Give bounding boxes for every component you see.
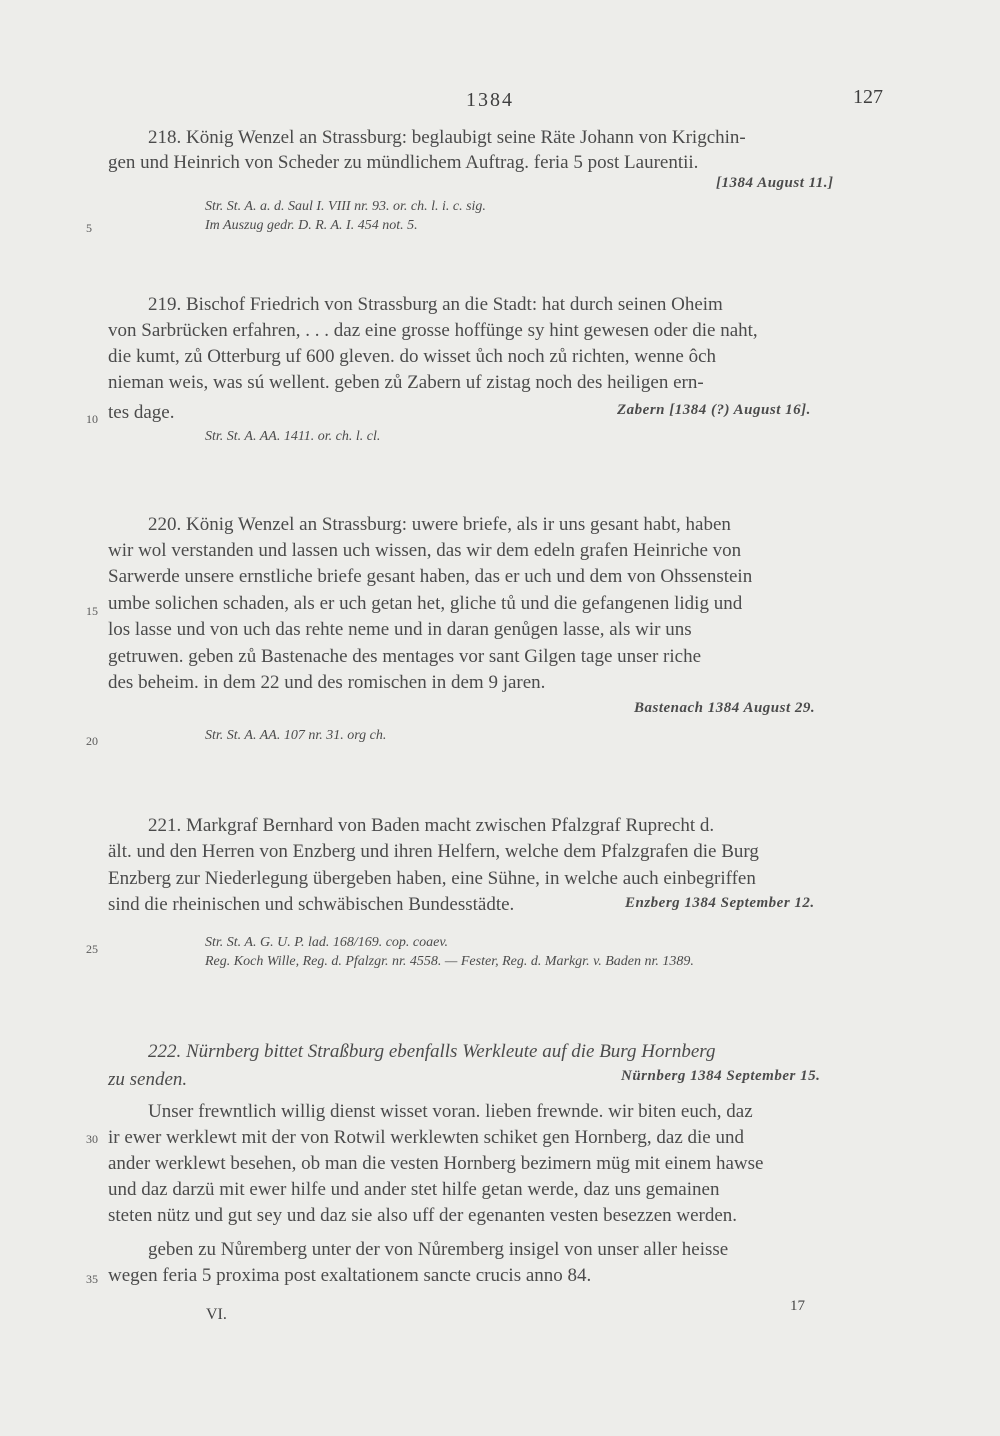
entry-219-source-1: Str. St. A. AA. 1411. or. ch. l. cl. [205, 429, 381, 444]
entry-219-line-4: nieman weis, was sú wellent. geben zů Zabern uf zistag noch des heiligen ern- [108, 372, 704, 393]
entry-222-body-4: und daz darzü mit ewer hilfe und ander stet hilfe getan werde, daz uns gemainen [108, 1179, 720, 1200]
entry-221-line-2: ält. und den Herren von Enzberg und ihren Helfern, welche dem Pfalzgrafen die Burg [108, 841, 759, 862]
line-number-30: 30 [86, 1132, 98, 1146]
entry-222-body-3: ander werklewt besehen, ob man die vesten Hornberg bezimern müg mit einem hawse [108, 1153, 764, 1174]
entry-218-line-2: gen und Heinrich von Scheder zu mündlichem Auftrag. feria 5 post Laurentii. [108, 152, 699, 173]
entry-221-source-1: Str. St. A. G. U. P. lad. 168/169. cop. coaev. [205, 935, 449, 950]
entry-220-date: Bastenach 1384 August 29. [634, 700, 816, 716]
entry-221-date: Enzberg 1384 September 12. [625, 895, 815, 911]
entry-218-source-2: Im Auszug gedr. D. R. A. I. 454 not. 5. [205, 218, 418, 233]
entry-218-date: [1384 August 11.] [716, 175, 834, 191]
entry-218-line-1: 218. König Wenzel an Strassburg: beglaubigt seine Räte Johann von Krigchin- [148, 127, 746, 148]
entry-219-line-3: die kumt, zů Otterburg uf 600 gleven. do wisset ůch noch zů richten, wenne ôch [108, 346, 717, 367]
entry-222-body-6: geben zu Nůremberg unter der von Nůremberg insigel von unser aller heisse [148, 1239, 729, 1260]
line-number-5: 5 [86, 221, 92, 235]
line-number-25: 25 [86, 942, 98, 956]
page-number: 127 [853, 86, 883, 108]
line-number-15: 15 [86, 604, 98, 618]
entry-220-line-3: Sarwerde unsere ernstliche briefe gesant haben, das er uch und dem von Ohssenstein [108, 566, 753, 587]
entry-218-source-1: Str. St. A. a. d. Saul I. VIII nr. 93. or. ch. l. i. c. sig. [205, 199, 486, 214]
entry-221-source-2: Reg. Koch Wille, Reg. d. Pfalzgr. nr. 4558. — Fester, Reg. d. Markgr. v. Baden nr. 1389. [205, 954, 694, 969]
entry-222-body-5: steten nütz und gut sey und daz sie also uff der egenanten vesten besezzen werden. [108, 1205, 738, 1226]
entry-220-line-5: los lasse und von uch das rehte neme und in daran genůgen lasse, als wir uns [108, 619, 692, 640]
line-number-10: 10 [86, 412, 98, 426]
entry-220-source-1: Str. St. A. AA. 107 nr. 31. org ch. [205, 728, 387, 743]
entry-222-body-1: Unser frewntlich willig dienst wisset voran. lieben frewnde. wir biten euch, daz [148, 1101, 753, 1122]
entry-222-heading-2: zu senden. [108, 1069, 188, 1090]
entry-220-line-2: wir wol verstanden und lassen uch wissen, das wir dem edeln grafen Heinriche von [108, 540, 742, 561]
entry-219-date: Zabern [1384 (?) August 16]. [617, 402, 811, 418]
page-header-year: 1384 [466, 89, 514, 111]
footer-signature: VI. [206, 1306, 227, 1323]
entry-220-line-6: getruwen. geben zů Bastenache des mentages vor sant Gilgen tage unser riche [108, 646, 701, 667]
line-number-35: 35 [86, 1272, 98, 1286]
entry-219-line-5: tes dage. [108, 402, 175, 423]
line-number-20: 20 [86, 734, 98, 748]
entry-221-line-3: Enzberg zur Niederlegung übergeben haben, eine Sühne, in welche auch einbegriffen [108, 868, 756, 889]
entry-222-heading-1: 222. Nürnberg bittet Straßburg ebenfalls Werkleute auf die Burg Hornberg [148, 1041, 716, 1062]
entry-221-line-1: 221. Markgraf Bernhard von Baden macht zwischen Pfalzgraf Ruprecht d. [148, 815, 715, 836]
entry-222-body-2: ir ewer werklewt mit der von Rotwil werklewten schiket gen Hornberg, daz die und [108, 1127, 744, 1148]
entry-220-line-7: des beheim. in dem 22 und des romischen in dem 9 jaren. [108, 672, 546, 693]
entry-219-line-2: von Sarbrücken erfahren, . . . daz eine grosse hoffünge sy hint gewesen oder die naht, [108, 320, 758, 341]
entry-221-line-4: sind die rheinischen und schwäbischen Bundesstädte. [108, 894, 515, 915]
entry-220-line-1: 220. König Wenzel an Strassburg: uwere briefe, als ir uns gesant habt, haben [148, 514, 731, 535]
entry-222-body-7: wegen feria 5 proxima post exaltationem sancte crucis anno 84. [108, 1265, 592, 1286]
entry-219-line-1: 219. Bischof Friedrich von Strassburg an die Stadt: hat durch seinen Oheim [148, 294, 723, 315]
entry-220-line-4: umbe solichen schaden, als er uch getan het, gliche tů und die gefangenen lidig und [108, 593, 743, 614]
entry-222-date: Nürnberg 1384 September 15. [621, 1068, 821, 1084]
footer-sheet-number: 17 [790, 1298, 805, 1314]
